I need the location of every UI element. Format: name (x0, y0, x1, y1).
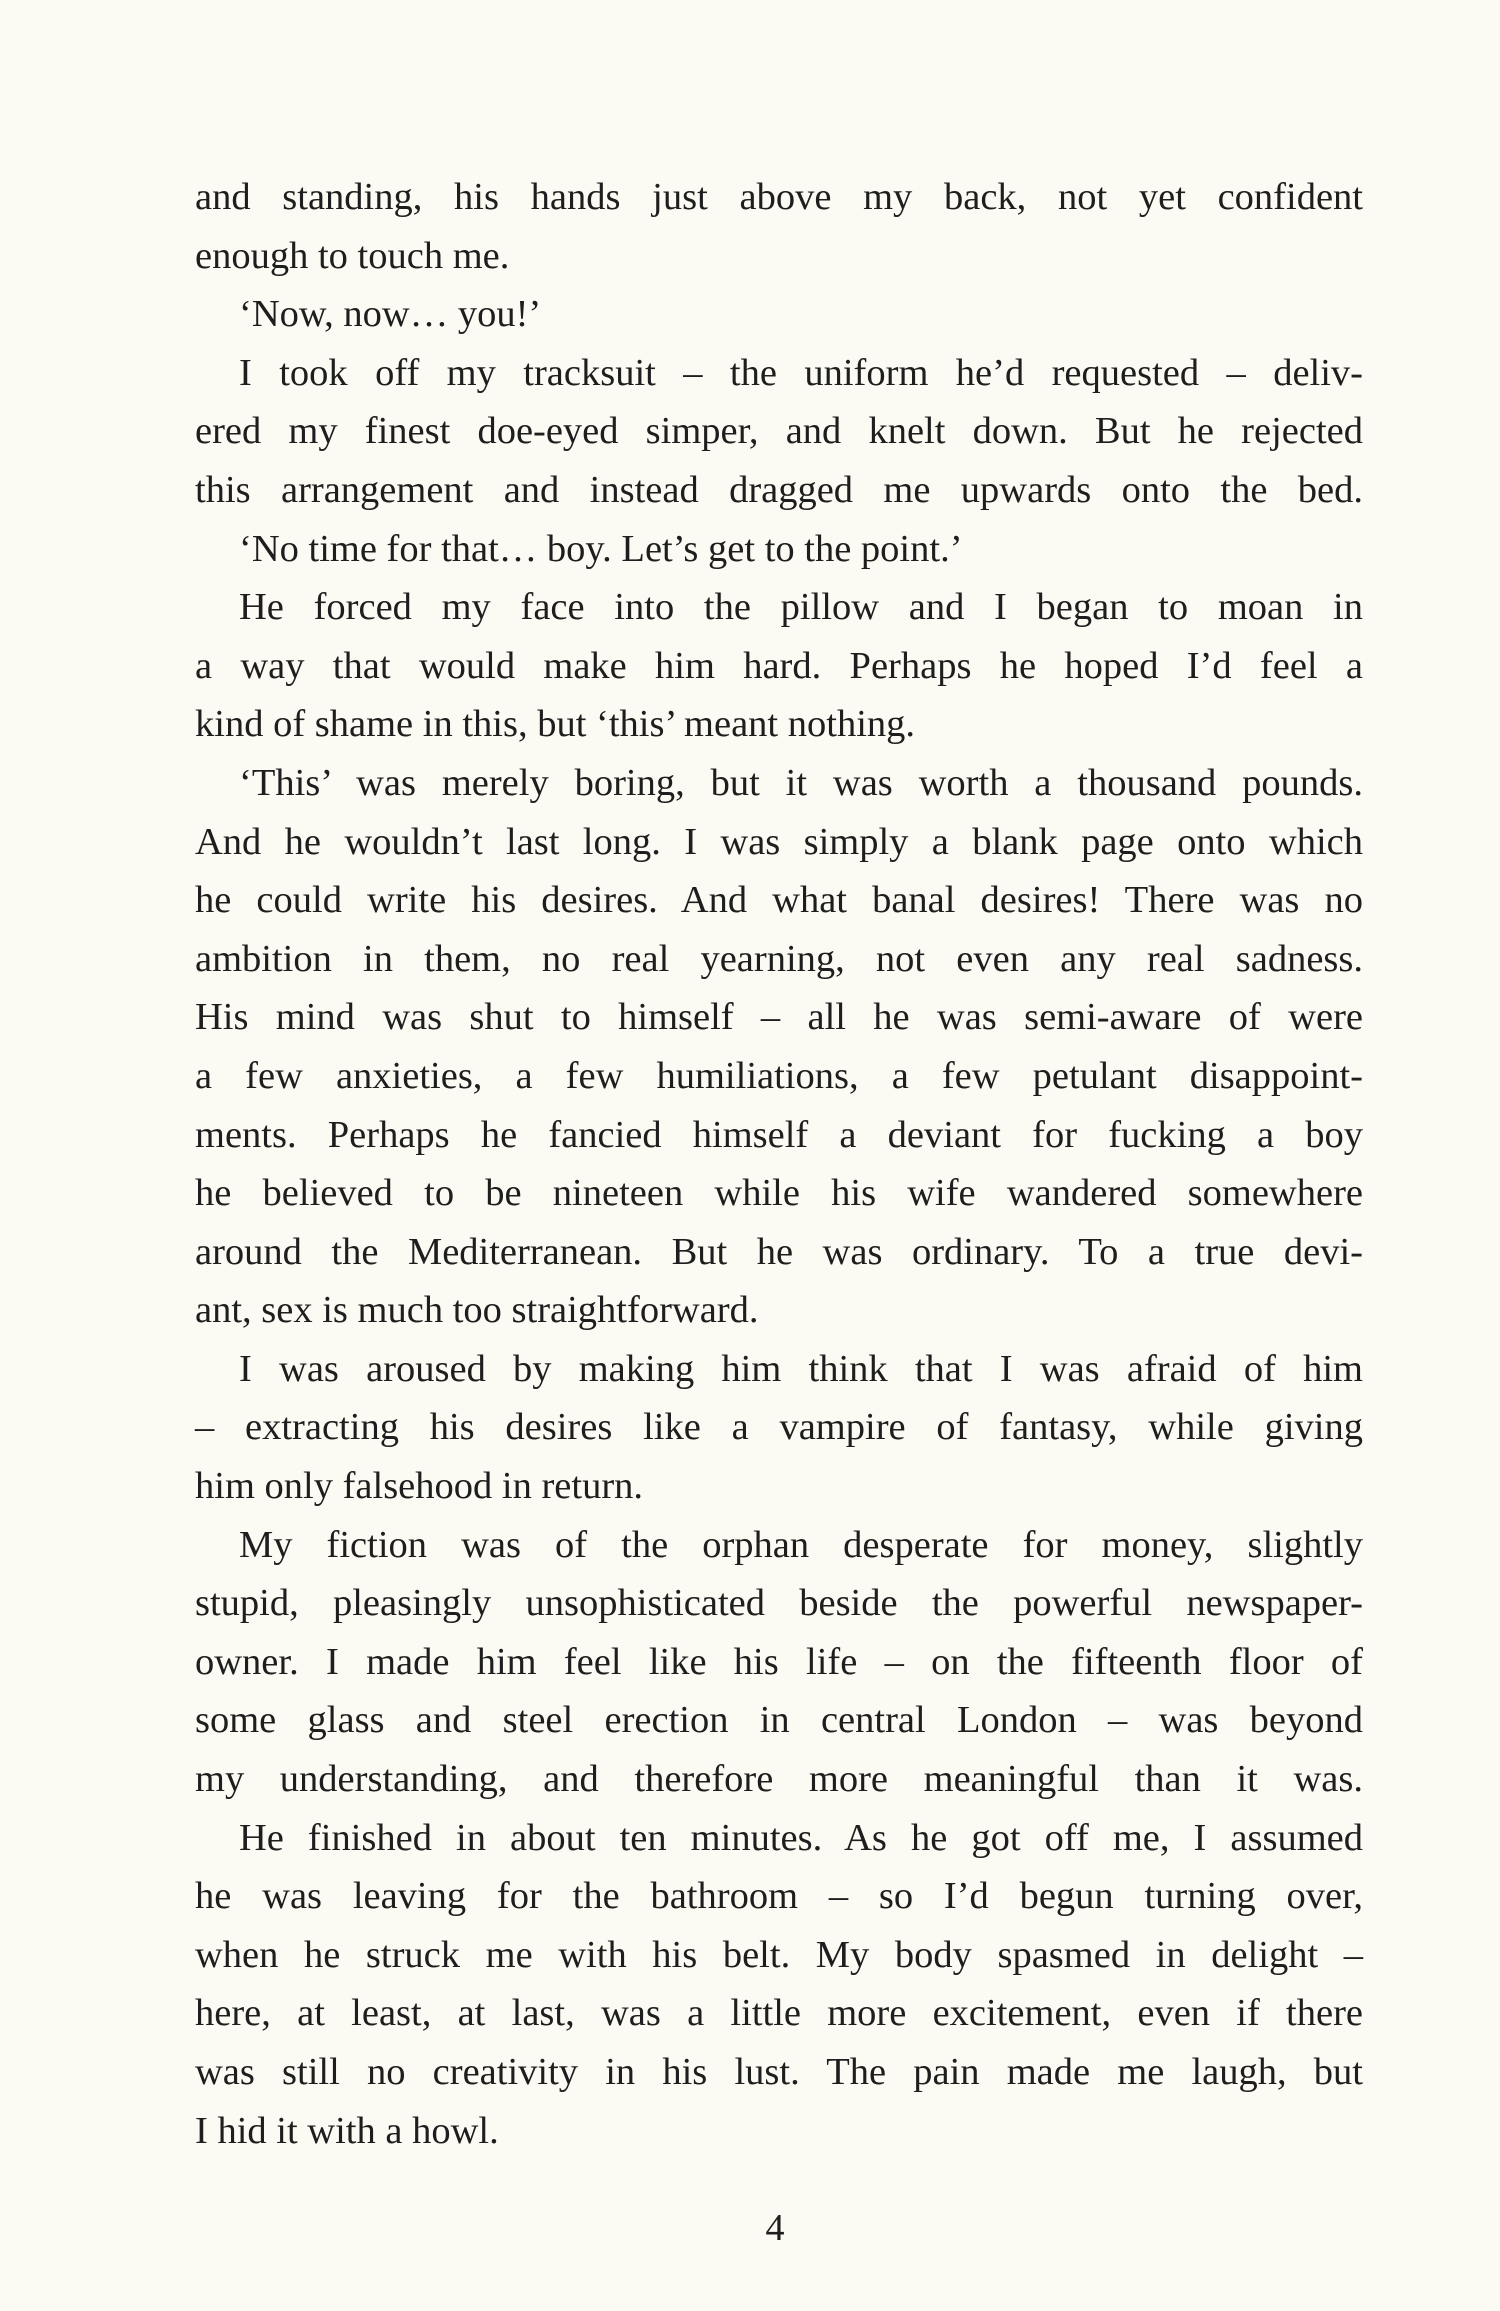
text-line: ‘This’ was merely boring, but it was worth a thousand pounds. (239, 761, 1363, 804)
text-line: here, at least, at last, was a little more excitement, even if there (195, 1992, 1363, 2035)
text-line: he believed to be nineteen while his wife wandered somewhere (195, 1172, 1363, 1215)
text-line: some glass and steel erection in central London – was beyond (195, 1699, 1363, 1742)
text-line: this arrangement and instead dragged me upwards onto the bed. (195, 468, 1363, 511)
text-line: a few anxieties, a few humiliations, a few petulant disappoint- (195, 1054, 1363, 1097)
text-line: And he wouldn’t last long. I was simply a blank page onto which (195, 820, 1363, 863)
text-line: ‘No time for that… boy. Let’s get to the point.’ (239, 527, 963, 570)
text-line: stupid, pleasingly unsophisticated beside the powerful newspaper- (195, 1582, 1363, 1625)
text-line: He finished in about ten minutes. As he got off me, I assumed (239, 1816, 1363, 1859)
text-line: he could write his desires. And what banal desires! There was no (195, 879, 1363, 922)
text-line: my understanding, and therefore more meaningful than it was. (195, 1758, 1363, 1801)
text-line: him only falsehood in return. (195, 1465, 644, 1508)
text-line: enough to touch me. (195, 234, 510, 277)
text-line: ments. Perhaps he fancied himself a deviant for fucking a boy (195, 1113, 1363, 1156)
text-line: kind of shame in this, but ‘this’ meant nothing. (195, 703, 916, 746)
text-line: ant, sex is much too straightforward. (195, 1289, 759, 1332)
text-line: My fiction was of the orphan desperate for money, slightly (239, 1523, 1363, 1566)
text-line: ‘Now, now… you!’ (239, 293, 542, 336)
text-line: when he struck me with his belt. My body spasmed in delight – (195, 1933, 1363, 1976)
text-line: and standing, his hands just above my back, not yet confident (195, 176, 1363, 218)
text-line: I took off my tracksuit – the uniform he’d requested – deliv- (239, 351, 1363, 394)
page-number: 4 (765, 2207, 785, 2249)
text-line: ambition in them, no real yearning, not even any real sadness. (195, 937, 1363, 980)
body-text (195, 168, 1363, 2160)
text-line: was still no creativity in his lust. The pain made me laugh, but (195, 2051, 1363, 2093)
text-line: around the Mediterranean. But he was ordinary. To a true devi- (195, 1230, 1363, 1273)
text-line: I was aroused by making him think that I was afraid of him (239, 1347, 1363, 1390)
text-line: owner. I made him feel like his life – on the fifteenth floor of (195, 1640, 1363, 1683)
text-line: He forced my face into the pillow and I began to moan in (239, 586, 1363, 629)
text-line: ered my finest doe-eyed simper, and knelt down. But he rejected (195, 410, 1363, 453)
text-line: a way that would make him hard. Perhaps he hoped I’d feel a (195, 644, 1363, 687)
text-line: I hid it with a howl. (195, 2109, 499, 2152)
text-line: His mind was shut to himself – all he was semi-aware of were (195, 996, 1363, 1039)
text-line: – extracting his desires like a vampire of fantasy, while giving (195, 1406, 1363, 1449)
text-line: he was leaving for the bathroom – so I’d begun turning over, (195, 1875, 1363, 1918)
